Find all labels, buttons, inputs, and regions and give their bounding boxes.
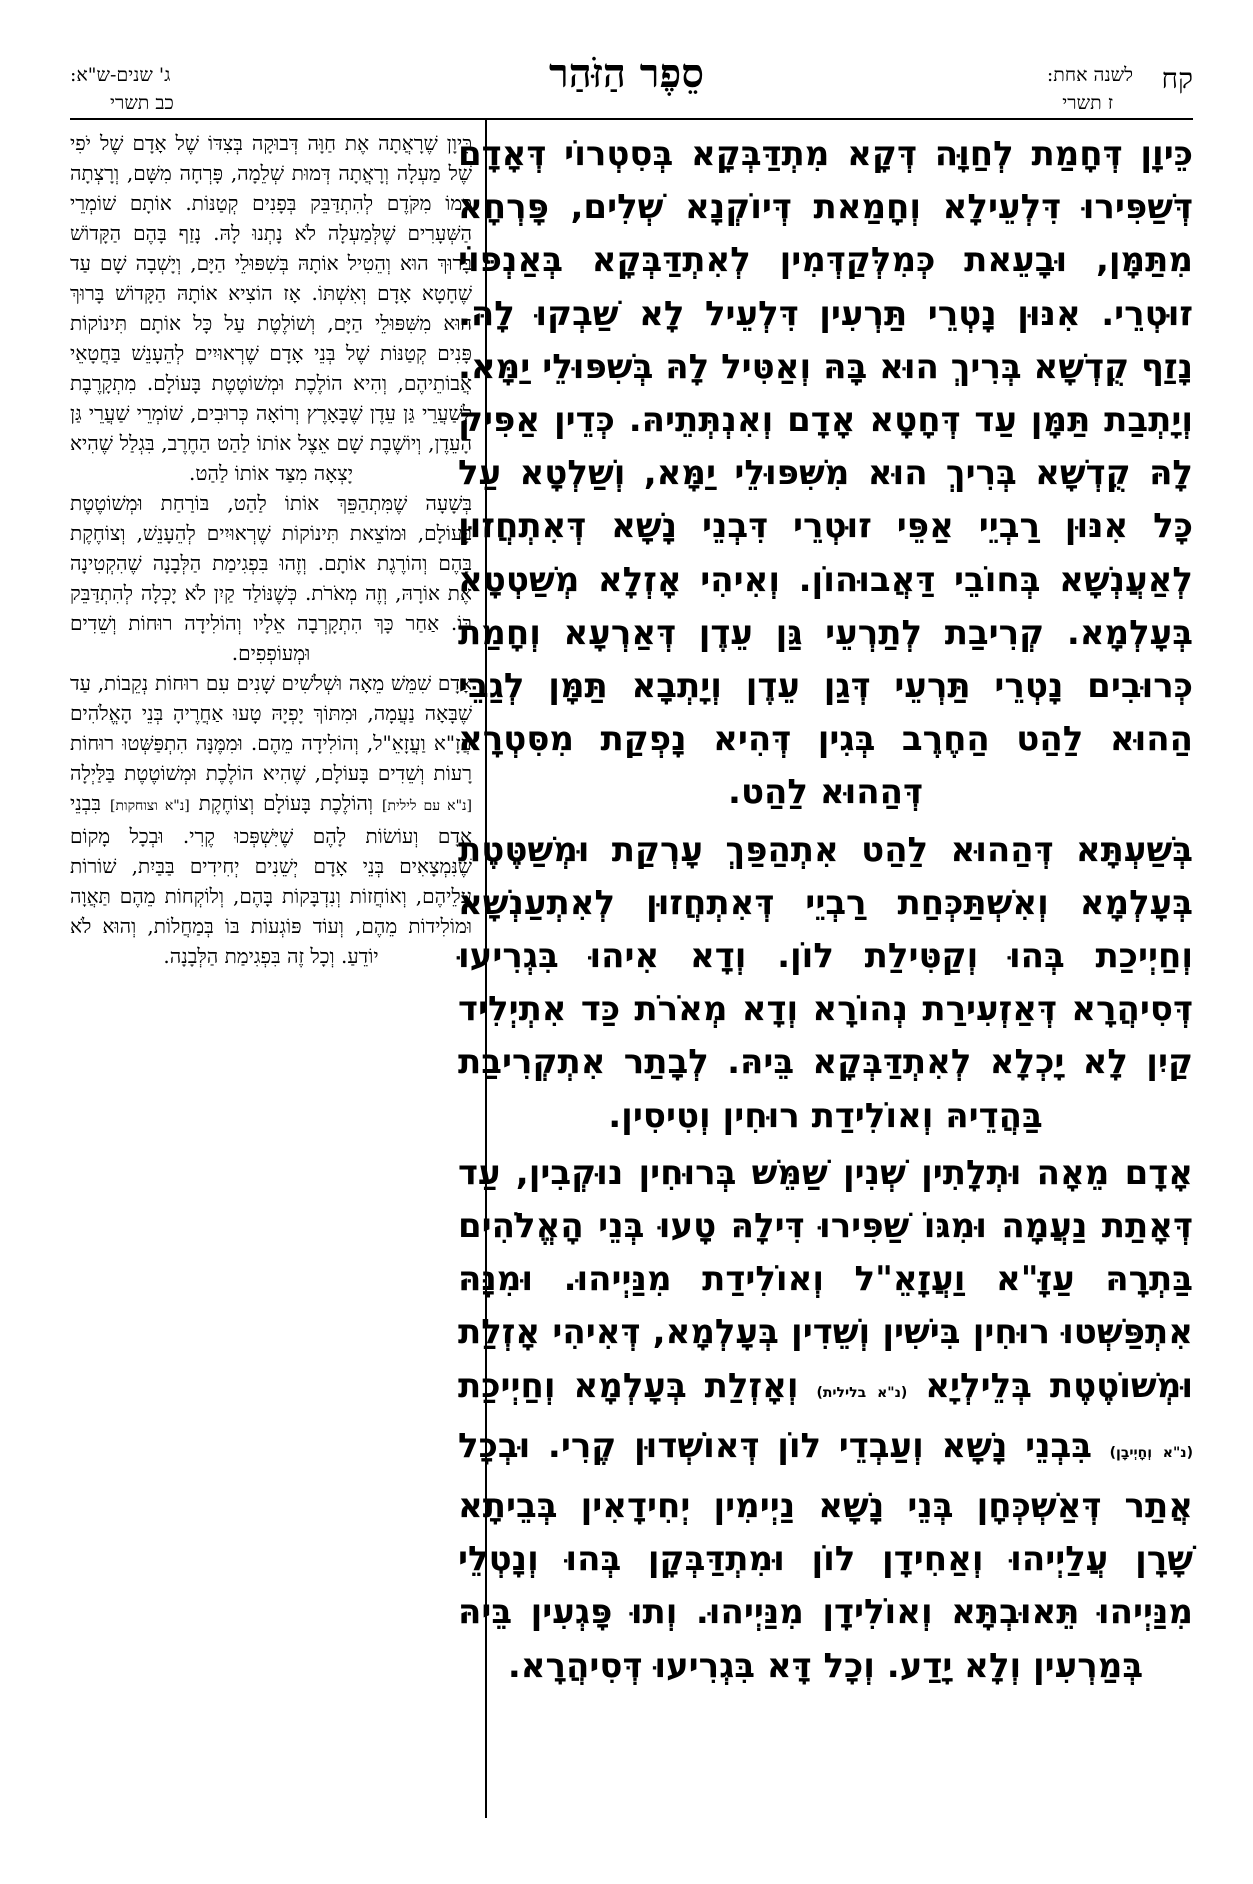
variant-note-1: (נ"א בלילית) (816, 1384, 908, 1401)
aramaic-paragraph-3-part-3: בִּבְנֵי נָשָׁא וְעַבְדֵי לוֹן דְּאוֹשְׁדוּן קֶרִי. וּבְכָל אֲתַר דְּאַשְׁכְּחָן בְּנֵי נָשָׁא נַיְימִין יְחִידָאִין בְּבֵיתָא שָׁרָן עֲלַיְיהוּ וְאַחִידָן לוֹן וּמִתְדַּבְּקָן בְּהוּ וְנָטְלֵי מִנַּיְיהוּ תֵּאוּבְתָּא וְאוֹלִידָן מִנַּיְיהוּ. וְתוּ פָּגְעִין בֵּיהּ בְּמַרְעִין וְלָא יָדַע. וְכָל דָּא בִּגְרִיעוּ דְּסִיהֲרָא. (458, 1425, 1193, 1686)
hebrew-column (70, 128, 472, 971)
header-left (70, 56, 310, 126)
hebrew-paragraph-3-part-2: וְהוֹלֶכֶת בָּעוֹלָם וְצוֹחֶקֶת (198, 791, 374, 815)
study-schedule-three-years: ג' שנים-ש"א: (70, 64, 171, 86)
hebrew-variant-note-2: [נ"א וצוחקות] (109, 798, 190, 814)
study-schedule-one-year: לשנה אחת: (1046, 64, 1133, 86)
aramaic-paragraph-3 (458, 1147, 1193, 1693)
page-number: קח (1161, 62, 1193, 95)
hebrew-paragraph-3 (70, 668, 472, 971)
hebrew-variant-note-1: [נ"א עם לילית] (381, 798, 473, 814)
header-rule (70, 118, 1193, 120)
study-date-three-years: כב תשרי (110, 92, 174, 114)
aramaic-paragraph-2: בְּשַׁעְתָּא דְּהַהוּא לַהַט אִתְהַפַּךְ עָרְקַת וּמְשַׁטֶּטֶת בְּעָלְמָא וְאִשְׁתַּכְּחַת רַבְיֵי דְּאִתְחֲזוּן לְאִתְעַנְשָׁא וְחַיְיכַת בְּהוּ וְקַטִּילַת לוֹן. וְדָא אִיהוּ בִּגְרִיעוּ דְּסִיהֲרָא דְּאַזְעִירַת נְהוֹרָא וְדָא מְאֹרֹת כַּד אִתְיְלִיד קַיִן לָא יָכְלָא לְאִתְדַּבְּקָא בֵּיהּ. לְבָתַר אִתְקְרִיבַת בַּהֲדֵיהּ וְאוֹלִידַת רוּחִין וְטִיסִין. (458, 829, 1193, 1136)
variant-note-2: (נ"א וְחָיְיבָן) (1109, 1444, 1194, 1461)
study-date-one-year: ז תשרי (1062, 92, 1113, 114)
hebrew-paragraph-1: כֵּיוָן שֶׁרָאֲתָה אֶת חַוָּה דְּבוּקָה בְּצִדּוֹ שֶׁל אָדָם שֶׁל יֹפִי שֶׁל מַעְלָה וְרָאֲתָה דְּמוּת שְׁלֵמָה, פָּרְחָה מִשָּׁם, וְרָצְתָה כְּמוֹ מִקֹּדֶם לְהִתְדַּבֵּק בְּפָנִים קְטַנּוֹת. אוֹתָם שׁוֹמְרֵי הַשְּׁעָרִים שֶׁלְּמַעְלָה לֹא נָתְנוּ לָהּ. נָזַף בָּהֶם הַקָּדוֹשׁ בָּרוּךְ הוּא וְהֵטִיל אוֹתָהּ בְּשִׁפּוּלֵי הַיָּם, וְיָשְׁבָה שָׁם עַד שֶׁחָטָא אָדָם וְאִשְׁתּוֹ. אָז הוֹצִיא אוֹתָהּ הַקָּדוֹשׁ בָּרוּךְ הוּא מִשִּׁפּוּלֵי הַיָּם, וְשׁוֹלֶטֶת עַל כָּל אוֹתָם תִּינוֹקוֹת פָּנִים קְטַנּוֹת שֶׁל בְּנֵי אָדָם שֶׁרְאוּיִים לְהֵעָנֵשׁ בַּחֲטָאֵי אֲבוֹתֵיהֶם, וְהִיא הוֹלֶכֶת וּמְשׁוֹטֶטֶת בָּעוֹלָם. מִתְקָרֶבֶת לְשַׁעֲרֵי גַּן עֵדֶן שֶׁבָּאָרֶץ וְרוֹאָה כְּרוּבִים, שׁוֹמְרֵי שַׁעֲרֵי גַּן הָעֵדֶן, וְיוֹשֶׁבֶת שָׁם אֵצֶל אוֹתוֹ לַהַט הַחֶרֶב, בִּגְלַל שֶׁהִיא יָצְאָה מִצַּד אוֹתוֹ לַהַט. (70, 131, 472, 485)
hebrew-paragraph-2: בְּשָׁעָה שֶׁמִּתְהַפֵּךְ אוֹתוֹ לַהַט, בּוֹרַחַת וּמְשׁוֹטֶטֶת בָּעוֹלָם, וּמוֹצֵאת תִּינוֹקוֹת שֶׁרְאוּיִים לְהֵעָנֵשׁ, וְצוֹחֶקֶת בָּהֶם וְהוֹרֶגֶת אוֹתָם. וְזֶהוּ בִּפְגִימַת הַלְּבָנָה שֶׁהִקְטִינָה אֶת אוֹרָהּ, וְזֶה מְאֹרֹת. כְּשֶׁנּוֹלַד קַיִן לֹא יָכְלָה לְהִתְדַּבֵּק בּוֹ. אַחַר כָּךְ הִתְקָרְבָה אֵלָיו וְהוֹלִידָה רוּחוֹת וְשֵׁדִים וּמְעוֹפְפִים. (70, 491, 472, 665)
aramaic-paragraph-3-part-1: אָדָם מֵאָה וּתְלָתִין שְׁנִין שַׁמֵּשׁ בְּרוּחִין נוּקְבִין, עַד דְּאָתַת נַעֲמָה וּמִגּוֹ שַׁפִּירוּ דִּילָהּ טָעוּ בְּנֵי הָאֱלֹהִים בַּתְרָהּ עַזָּ"א וַעֲזָאֵ"ל וְאוֹלִידַת מִנַּיְיהוּ. וּמִנָּהּ אִתְפַּשְּׁטוּ רוּחִין בִּישִׁין וְשֵׁדִין בְּעָלְמָא, דְּאִיהִי אָזְלַת וּמְשׁוֹטֶטֶת בְּלֵילְיָא (458, 1152, 1193, 1406)
aramaic-column (458, 128, 1193, 1693)
aramaic-paragraph-1: כֵּיוָן דְּחָמַת לְחַוָּה דְּקָא מִתְדַּבְּקָא בְּסִטְרוֹי דְּאָדָם דְּשַׁפִּירוּ דִּלְעֵילָא וְחָמַאת דְּיוֹקְנָא שְׁלִים, פָּרְחָא מִתַּמָּן, וּבָעֵאת כְּמִלְּקַדְּמִין לְאִתְדַּבְּקָא בְּאַנְפּוֹי זוּטְרֵי. אִנּוּן נָטְרֵי תַּרְעִין דִּלְעֵיל לָא שַׁבְקוּ לָהּ. נָזַף קֻדְשָׁא בְּרִיךְ הוּא בָּהּ וְאַטִּיל לָהּ בְּשִׁפּוּלֵי יַמָּא. וְיָתְבַת תַּמָּן עַד דְּחָטָא אָדָם וְאִנְתְּתֵיהּ. כְּדֵין אַפִּיק לָהּ קֻדְשָׁא בְּרִיךְ הוּא מִשִּׁפּוּלֵי יַמָּא, וְשַׁלְטָא עַל כָּל אִנּוּן רַבְיֵי אַפֵּי זוּטְרֵי דִּבְנֵי נָשָׁא דְּאִתְחֲזוּן לְאַעֲנְשָׁא בְּחוֹבֵי דַּאֲבוּהוֹן. וְאִיהִי אָזְלָא מְשַׁטְטָא בְּעָלְמָא. קְרִיבַת לְתַרְעֵי גַּן עֵדֶן דְּאַרְעָא וְחָמַת כְּרוּבִים נָטְרֵי תַּרְעֵי דְּגַן עֵדֶן וְיָתְבָא תַּמָּן לְגַבֵּי הַהוּא לַהַט הַחֶרֶב בְּגִין דְּהִיא נָפְקַת מִסִּטְרָא דְּהַהוּא לַהַט. (458, 134, 1193, 813)
hebrew-paragraph-3-part-1: אָדָם שִׁמֵּשׁ מֵאָה וּשְׁלֹשִׁים שָׁנִים עִם רוּחוֹת נְקֵבוֹת, עַד שֶׁבָּאָה נַעֲמָה, וּמִתּוֹךְ יָפְיָהּ טָעוּ אַחֲרֶיהָ בְּנֵי הָאֱלֹהִים עֲזָ"א וַעֲזָאֵ"ל, וְהוֹלִידָה מֵהֶם. וּמִמֶּנָּה הִתְפַּשְּׁטוּ רוּחוֹת רָעוֹת וְשֵׁדִים בָּעוֹלָם, שֶׁהִיא הוֹלֶכֶת וּמְשׁוֹטֶטֶת בַּלַּיְלָה (70, 671, 472, 785)
hebrew-paragraph-3-part-3: בִּבְנֵי אָדָם וְעוֹשׂוֹת לָהֶם שֶׁיִּשְׁפְּכוּ קֶרִי. וּבְכָל מָקוֹם שֶׁנִּמְצָאִים בְּנֵי אָדָם יְשֵׁנִים יְחִידִים בַּבַּיִת, שׁוֹרוֹת עֲלֵיהֶם, וְאוֹחֲזוֹת וְנִדְבָּקוֹת בָּהֶם, וְלוֹקְחוֹת מֵהֶם תַּאֲוָה וּמוֹלִידוֹת מֵהֶם, וְעוֹד פּוֹגְעוֹת בּוֹ בְּמַחֲלוֹת, וְהוּא לֹא יוֹדֵעַ. וְכָל זֶה בִּפְגִימַת הַלְּבָנָה. (70, 791, 472, 968)
aramaic-paragraph-3-part-2: וְאָזְלַת בְּעָלְמָא וְחַיְיכַת (458, 1365, 799, 1406)
book-title: סֵפֶר הַזֹּהַר (549, 50, 704, 97)
